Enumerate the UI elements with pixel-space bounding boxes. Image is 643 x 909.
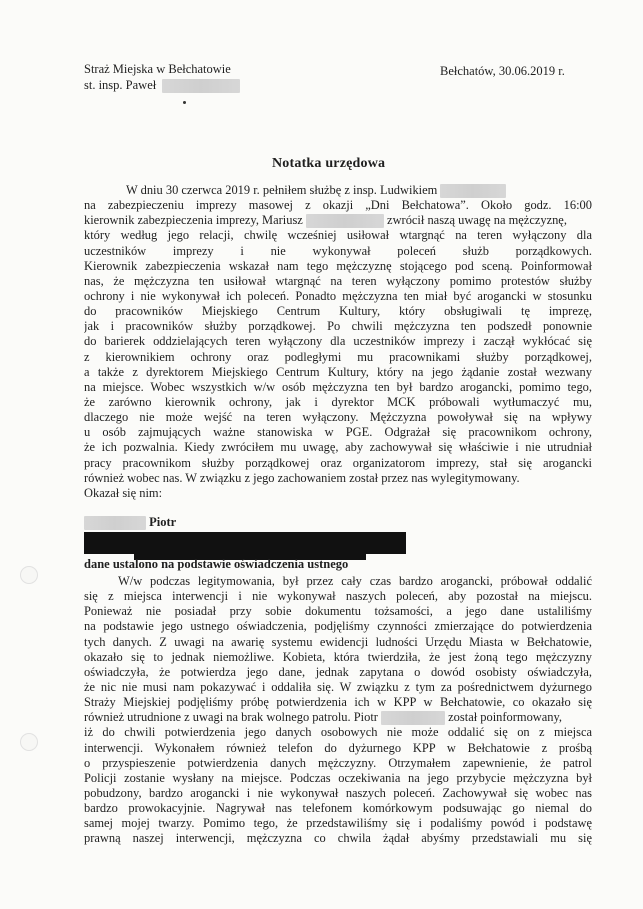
text-line: również wobec nas. W związku z jego zachowaniem został przez nas wylegitymowany. [84, 470, 520, 485]
header-officer [84, 78, 240, 93]
identified-name: Piotr [149, 515, 177, 529]
redacted-surname [84, 516, 146, 530]
text-line: kierownik zabezpieczenia imprezy, Mariusz zwrócił naszą uwagę na mężczyznę, [84, 213, 567, 228]
text-line: Policji zostanie wysłany na miejsce. Podczas oczekiwania na jego przybycie mężczyzna był [84, 770, 592, 785]
identified-person [84, 515, 176, 530]
text-line: samej mojej twarzy. Pomimo tego, że przedstawiliśmy się i podaliśmy powód i podstawę [84, 816, 592, 831]
text-line: dlaczego nie może wejść na teren wyłączony. Mężczyzna powoływał się na wpływy [84, 410, 592, 425]
text-line: iż do chwili potwierdzenia jego danych osobowych nie może oddalić się on z miejsca [84, 725, 592, 740]
text-line: się z miejsca interwencji i nie wykonywał naszych poleceń, aby pozostał na miejscu. [84, 589, 592, 604]
text-line: na zabezpieczeniu imprezy masowej z okazji „Dni Bełchatowa”. Około godz. 16:00 [84, 198, 592, 213]
text-line: bardzo prowokacyjnie. Nagrywał nas telefonem komórkowym podsuwając go niemal do [84, 801, 592, 816]
text-line: u osób zajmujących ważne stanowiska w PGE. Odgrażał się pracownikom ochrony, [84, 425, 592, 440]
text-line: do barierek oddzielających teren wyłączony dla uczestników imprezy i zaczął wykłócać się [84, 334, 592, 349]
redacted-surname [306, 214, 384, 228]
text-line: na podstawie jego ustnego oświadczenia, podjęliśmy czynności zmierzające do potwierdzenia [84, 619, 592, 634]
paragraph-2 [84, 574, 592, 847]
document-title: Notatka urzędowa [272, 156, 386, 171]
text-line: W/w podczas legitymowania, był przez cały czas bardzo arogancki, próbował oddalić [118, 574, 592, 588]
text-line: tych danych. Z uwagi na awarię systemu ewidencji ludności Urzędu Miasta w Bełchatowie, [84, 634, 592, 649]
text-line: z kierownikiem ochrony oraz podległymi mu pracownikami służby porządkowej, [84, 349, 592, 364]
text-line: oświadczyła, że potwierdza jego dane, jednak zapytana o dowód osobisty oświadczyła, [84, 664, 592, 679]
header-org: Straż Miejska w Bełchatowie [84, 62, 231, 76]
text-line: na miejsce. Wobec wszystkich w/w osób mężczyzna ten był bardzo arogancki, pomimo tego, [84, 379, 592, 394]
text-line: pobudzony, bardzo arogancki i nie wykonywał naszych poleceń. Zachowywał się wobec nas [84, 785, 592, 800]
text-line: interwencji. Wykonałem również telefon do dyżurnego KPP w Bełchatowie z prośbą [84, 740, 592, 755]
text-line: pracy pracownikom służby porządkowej oraz organizatorom imprezy, stał się arogancki [84, 455, 592, 470]
text-line: również utrudnione z uwagi na brak wolnego patrolu. Piotr został poinformowany, [84, 710, 563, 725]
header-place-date: Bełchatów, 30.06.2019 r. [440, 64, 565, 78]
text-line: który według jego relacji, chwilę wcześniej usiłował wtargnąć na teren wyłączony dla [84, 228, 592, 243]
text-line: że nic nie musi nam pokazywać i oddaliła się. W związku z tym za pośrednictwem dyżurnego [84, 679, 592, 694]
text-line: ochrony i nie wykonywał ich poleceń. Ponadto mężczyzna ten miał być arogancki w stosunku [84, 288, 592, 303]
paragraph-1 [84, 183, 592, 501]
text-line: a także z dyrektorem Miejskiego Centrum Kultury, który na jego żądanie został wezwany [84, 364, 592, 379]
text-line: do pracowników Miejskiego Centrum Kultury, który obsługiwali tę imprezę, [84, 304, 592, 319]
header-officer-name: st. insp. Paweł [84, 78, 157, 92]
identification-basis: dane ustalono na podstawie oświadczenia ustnego [84, 557, 349, 571]
text-line: o przyspieszenie potwierdzenia danych mężczyzny. Otrzymałem zapewnienie, że patrol [84, 755, 592, 770]
text-line: Kierownik zabezpieczenia wskazał nam tego mężczyznę stojącego pod sceną. Poinformował [84, 258, 592, 273]
punch-hole [20, 566, 38, 584]
redacted-surname [162, 79, 240, 93]
ink-dot [183, 101, 186, 104]
text-line: Okazał się nim: [84, 485, 163, 500]
redacted-surname [381, 711, 445, 725]
text-line: nas, że mężczyzna ten usiłował wtargnąć na teren wyłączony pomimo protestów służby [84, 273, 592, 288]
text-line: że zarówno kierownik ochrony, jak i dyrektor MCK próbowali wytłumaczyć mu, [84, 394, 592, 409]
text-line: W dniu 30 czerwca 2019 r. pełniłem służbę z insp. Ludwikiem [84, 183, 592, 198]
text-line: prawną naszej interwencji, mężczyzna co chwila żądał abyśmy przedstawiali mu się [84, 831, 592, 846]
text-line: jak i pracowników służby porządkowej. Po chwili mężczyzna ten podszedł ponownie [84, 319, 592, 334]
redacted-surname [440, 184, 506, 198]
text-line: okazało się to jednak niemożliwe. Kobieta, która twierdziła, że jest żoną tego mężczyzny [84, 649, 592, 664]
text-line: uczestników imprezy i nie wykonywał poleceń służb porządkowych. [84, 243, 592, 258]
text-line: że ich pozwalnia. Kiedy zwróciłem mu uwagę, aby zachowywał się właściwie i nie utrudniał [84, 440, 592, 455]
punch-hole [20, 733, 38, 751]
text-line: Ponieważ nie posiadał przy sobie dokumentu tożsamości, a jego dane ustaliliśmy [84, 604, 592, 619]
text-line: Straży Miejskiej podjęliśmy próbę potwierdzenia ich w KPP w Bełchatowie, co okazało się [84, 695, 592, 710]
